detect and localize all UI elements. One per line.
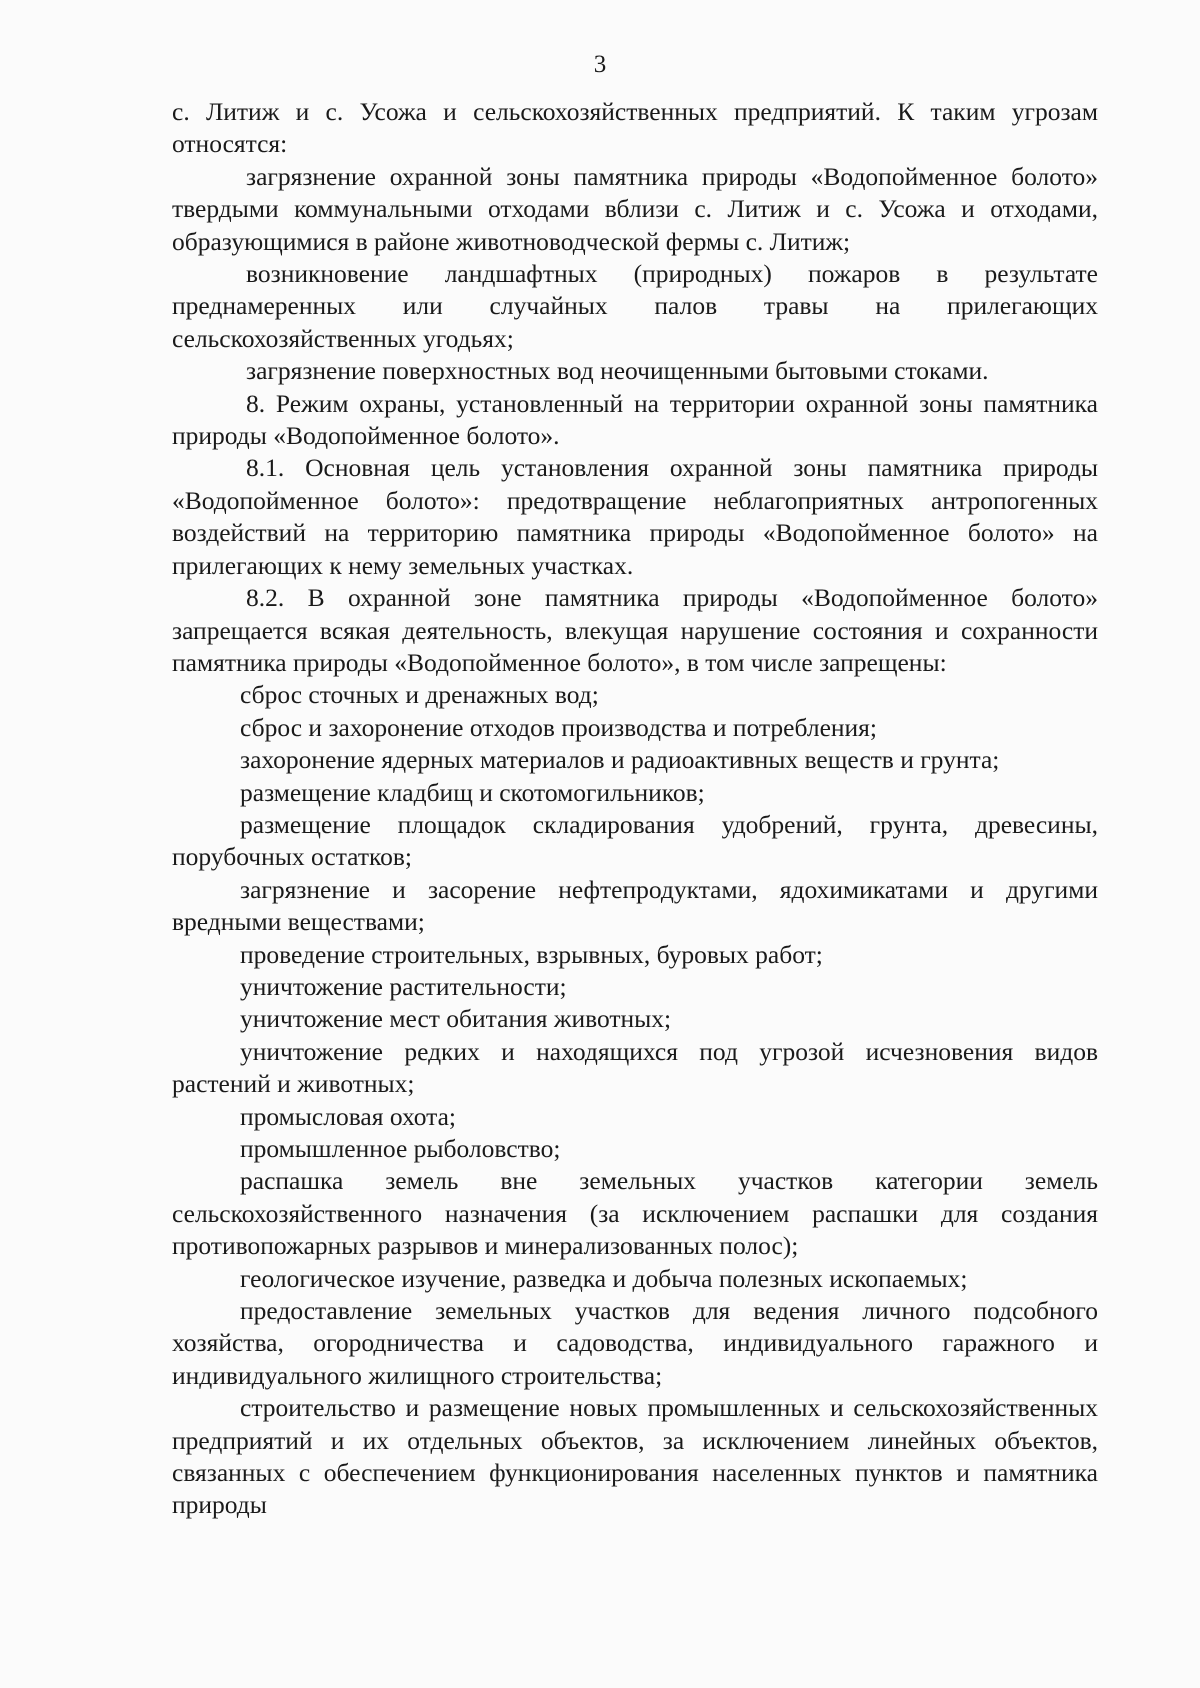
list-item: загрязнение и засорение нефтепродуктами, ядохимикатами и другими вредными веществами; [172,874,1098,937]
paragraph: возникновение ландшафтных (природных) пожаров в результате преднамеренных или случайных палов травы на прилегающих сельскохозяйственных угодьях; [172,259,1098,353]
paragraph: 8.1. Основная цель установления охранной зоны памятника природы «Водопойменное болото»: предотвращение неблагоприятных антропогенных воздействий на территорию памятника природы «Водопойменное болото» на прилегающих к нему земельных участках. [172,453,1098,580]
list-item: распашка земель вне земельных участков категории земель сельскохозяйственного назначения (за исключением распашки для создания противопожарных разрывов и минерализованных полос); [172,1166,1098,1261]
paragraph: 8.2. В охранной зоне памятника природы «Водопойменное болото» запрещается всякая деятельность, влекущая нарушение состояния и сохранности памятника природы «Водопойменное болото», в том числе запрещены: [172,583,1098,677]
list-item: сброс и захоронение отходов производства и потребления; [240,712,877,742]
list-item: проведение строительных, взрывных, буровых работ; [240,939,823,969]
paragraph: с. Литиж и с. Усожа и сельскохозяйственных предприятий. К таким угрозам относятся: [172,97,1098,159]
list-item: уничтожение редких и находящихся под угрозой исчезновения видов растений и животных; [172,1036,1098,1099]
list-item: промышленное рыболовство; [240,1134,561,1163]
list-item-continued: строительство и размещение новых промышленных и сельскохозяйственных предприятий и их отдельных объектов, за исключением линейных объектов, связанных с обеспечением функционирования населенных пунктов и памятника природы [172,1393,1098,1520]
list-item: размещение площадок складирования удобрений, грунта, древесины, порубочных остатков; [172,809,1098,872]
paragraph: 8. Режим охраны, установленный на территории охранной зоны памятника природы «Водопойменное болото». [172,388,1098,451]
list-item: предоставление земельных участков для ведения личного подсобного хозяйства, огородничества и садоводства, индивидуального гаражного и индивидуального жилищного строительства; [172,1296,1098,1390]
page-number: 3 [593,51,607,78]
paragraph: загрязнение охранной зоны памятника природы «Водопойменное болото» твердыми коммунальными отходами вблизи с. Литиж и с. Усожа и отходами, образующимися в районе животноводческой фермы с. Литиж; [172,161,1098,256]
document-body [172,96,1098,1522]
list-item: размещение кладбищ и скотомогильников; [240,777,705,807]
list-item: промысловая охота; [240,1101,457,1131]
list-item: геологическое изучение, разведка и добыча полезных ископаемых; [240,1263,968,1293]
list-item: захоронение ядерных материалов и радиоактивных веществ и грунта; [240,745,1000,775]
list-item: уничтожение растительности; [240,971,567,1001]
list-item: сброс сточных и дренажных вод; [240,680,599,710]
paragraph: загрязнение поверхностных вод неочищенными бытовыми стоками. [246,356,989,386]
list-item: уничтожение мест обитания животных; [240,1004,672,1034]
